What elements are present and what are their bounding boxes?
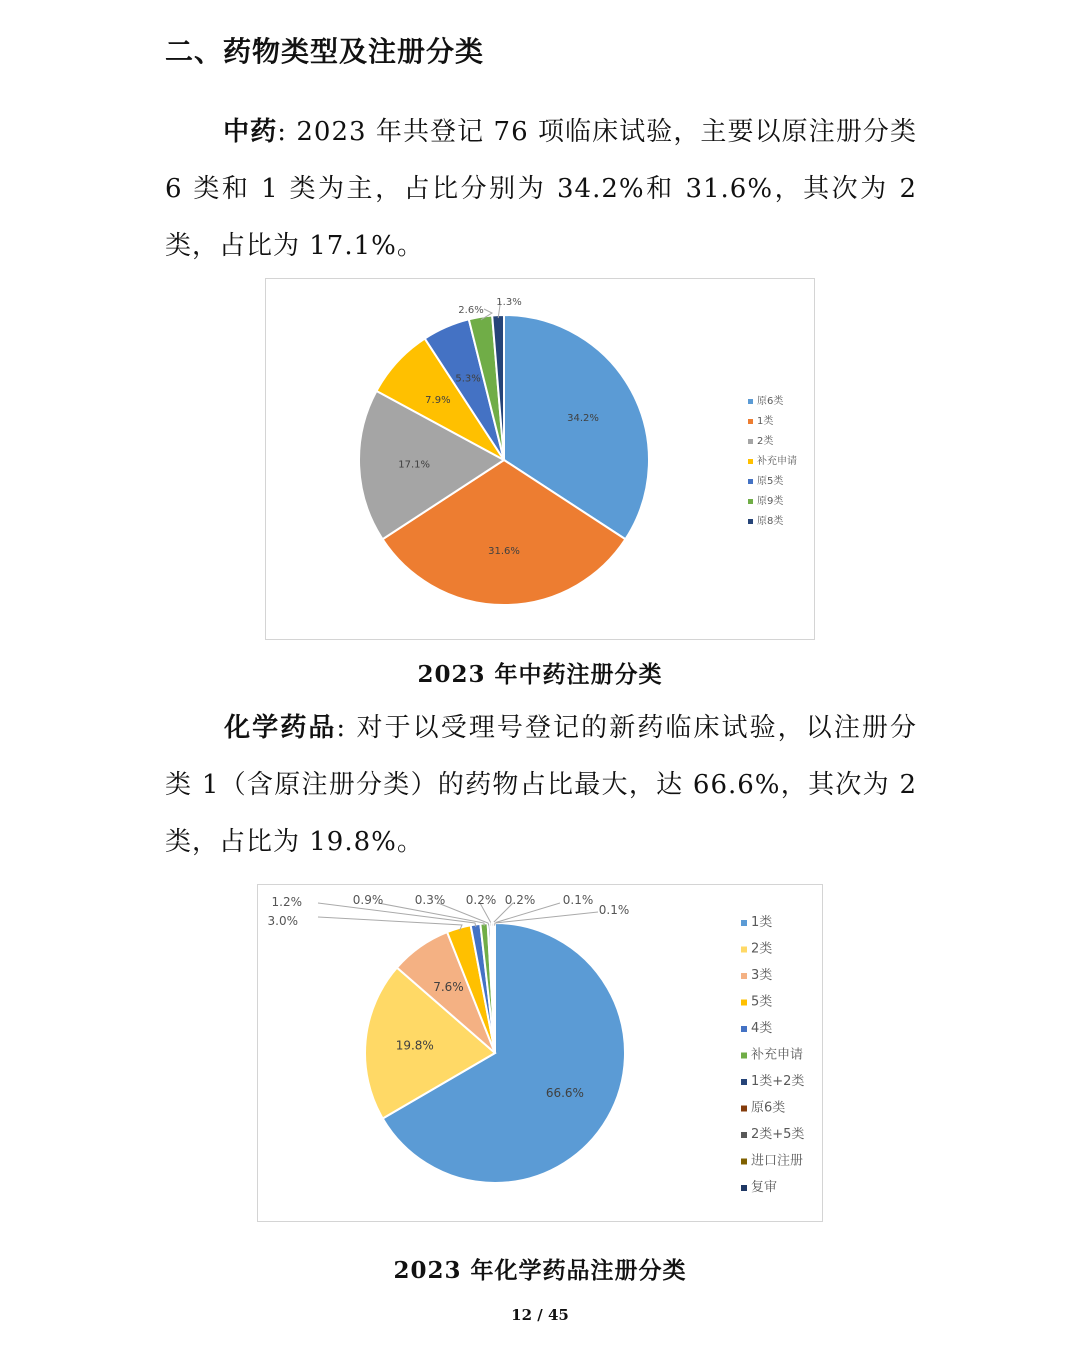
legend-label-原5类: 原5类	[757, 476, 784, 487]
legend-label-补充申请: 补充申请	[757, 456, 797, 467]
data-label-原8类: 1.3%	[496, 297, 522, 308]
legend-swatch-进口注册	[741, 1159, 747, 1165]
data-label-1类: 31.6%	[488, 545, 520, 557]
legend-swatch-复审	[741, 1185, 747, 1191]
legend-swatch-2类-plus-5类	[741, 1132, 747, 1138]
page-number: 12 / 45	[511, 1306, 569, 1324]
tcm-paragraph	[165, 104, 917, 275]
data-label-进口注册: 0.1%	[562, 893, 594, 907]
legend-swatch-2类	[741, 947, 747, 953]
data-label-1类-plus-2类: 0.3%	[414, 893, 446, 907]
tcm-caption: 2023 年中药注册分类	[417, 661, 663, 688]
data-label-复审: 0.1%	[598, 903, 630, 917]
legend-label-复审: 复审	[751, 1180, 778, 1195]
legend-swatch-补充申请	[748, 459, 753, 464]
chem-text: : 对于以受理号登记的新药临床试验，以注册分类 1（含原注册分类）的药物占比最大，达 66.6%，其次为 2 类，占比为 19.8%。	[165, 713, 917, 857]
legend-swatch-1类	[748, 419, 753, 424]
legend-label-1类: 1类	[757, 416, 774, 427]
legend-label-原8类: 原8类	[757, 516, 784, 527]
legend-label-原9类: 原9类	[757, 496, 784, 507]
legend-label-1类: 1类	[751, 915, 773, 930]
legend-label-2类: 2类	[757, 436, 774, 447]
legend-label-1类-plus-2类: 1类+2类	[751, 1074, 805, 1089]
chem-paragraph	[165, 700, 917, 871]
legend-swatch-4类	[741, 1026, 747, 1032]
data-label-原5类: 5.3%	[455, 373, 481, 385]
chem-pie-svg	[258, 885, 822, 1221]
legend-label-进口注册: 进口注册	[751, 1153, 804, 1169]
legend-label-原6类: 原6类	[757, 396, 784, 407]
pie-slice-复审	[494, 923, 495, 1053]
legend-label-5类: 5类	[751, 994, 773, 1010]
legend-swatch-3类	[741, 973, 747, 979]
tcm-text: : 2023 年共登记 76 项临床试验，主要以原注册分类 6 类和 1 类为主，占比分别为 34.2%和 31.6%，其次为 2 类，占比为 17.1%。	[165, 117, 917, 261]
legend-swatch-5类	[741, 1000, 747, 1006]
legend-swatch-原9类	[748, 499, 753, 504]
chem-caption: 2023 年化学药品注册分类	[393, 1257, 687, 1284]
legend-label-2类-plus-5类: 2类+5类	[751, 1127, 805, 1142]
data-label-2类: 19.8%	[395, 1038, 434, 1053]
data-label-5类: 3.0%	[267, 914, 298, 928]
chem-lead: 化学药品	[223, 713, 337, 743]
data-label-原6类: 0.2%	[465, 893, 497, 907]
data-label-原6类: 34.2%	[567, 413, 599, 425]
legend-swatch-原5类	[748, 479, 753, 484]
legend-label-2类: 2类	[751, 941, 773, 957]
legend-label-补充申请: 补充申请	[751, 1047, 804, 1063]
data-label-2类-plus-5类: 0.2%	[504, 893, 536, 907]
data-label-补充申请: 0.9%	[352, 893, 384, 907]
legend-swatch-补充申请	[741, 1053, 747, 1059]
legend-swatch-2类	[748, 439, 753, 444]
legend-label-原6类: 原6类	[751, 1100, 786, 1116]
legend-swatch-原6类	[748, 399, 753, 404]
chem-chart	[257, 884, 823, 1222]
legend-swatch-原8类	[748, 519, 753, 524]
legend-swatch-1类-plus-2类	[741, 1079, 747, 1085]
data-label-1类: 66.6%	[545, 1086, 584, 1101]
legend-label-4类: 4类	[751, 1021, 773, 1036]
data-label-补充申请: 7.9%	[425, 395, 451, 407]
data-label-2类: 17.1%	[398, 459, 431, 471]
legend-swatch-1类	[741, 920, 747, 926]
tcm-pie-svg	[266, 279, 814, 639]
tcm-chart	[265, 278, 815, 640]
data-label-原9类: 2.6%	[458, 305, 484, 316]
section-title: 二、药物类型及注册分类	[165, 35, 485, 68]
tcm-lead: 中药	[223, 117, 278, 147]
data-label-3类: 7.6%	[433, 980, 464, 995]
legend-label-3类: 3类	[751, 968, 773, 983]
data-label-4类: 1.2%	[271, 895, 302, 909]
legend-swatch-原6类	[741, 1106, 747, 1112]
